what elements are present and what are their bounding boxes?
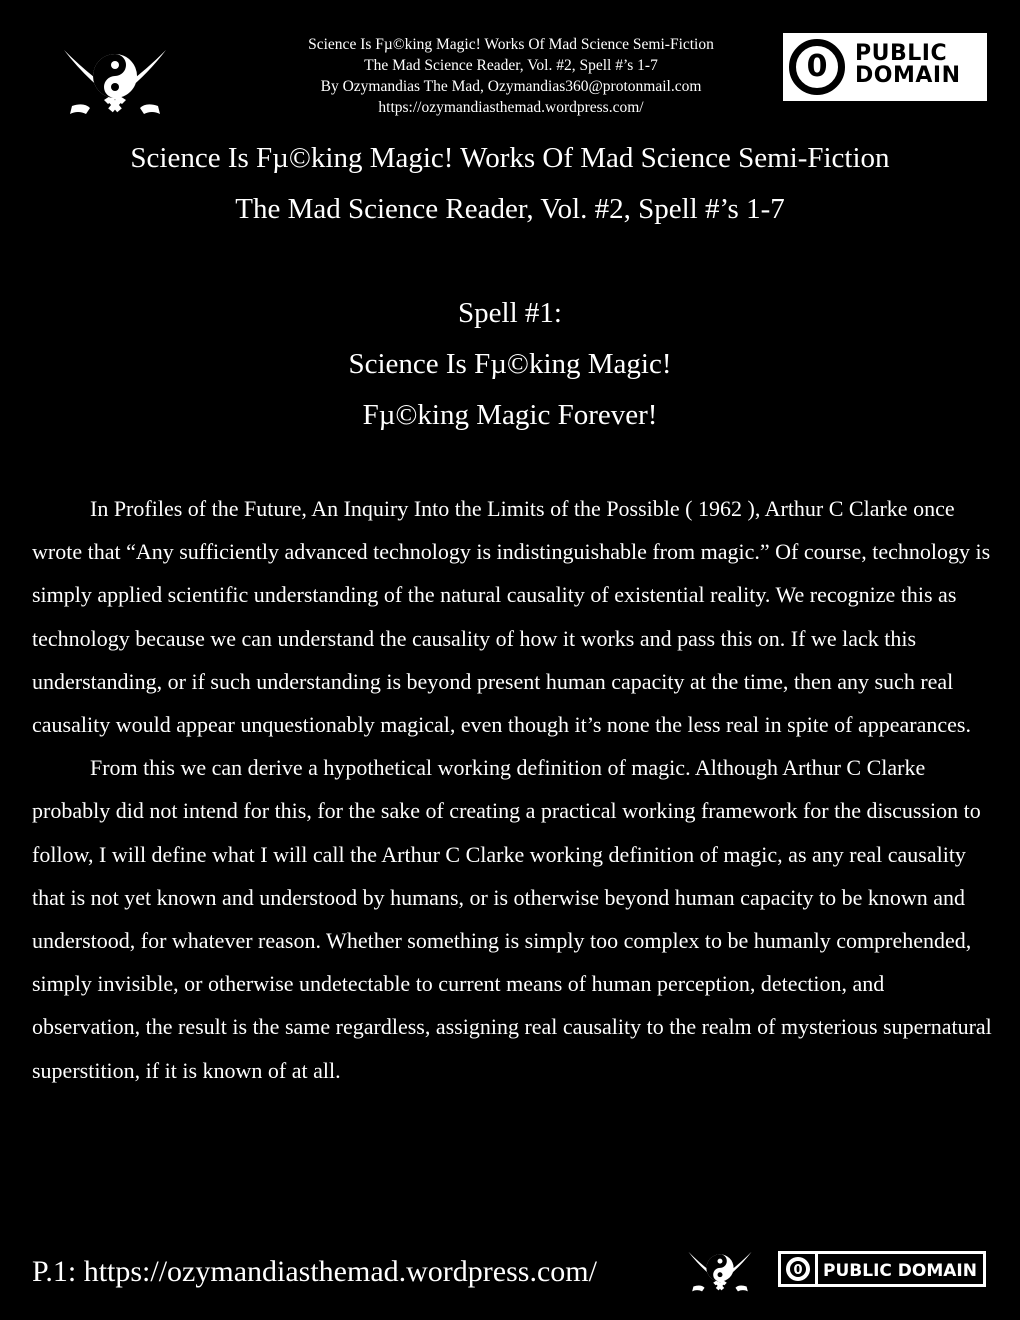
header-block: [230, 34, 792, 118]
public-domain-zero-icon: 0: [789, 39, 845, 95]
document-title: [0, 133, 1020, 235]
footer-public-domain-badge: [778, 1251, 986, 1287]
public-domain-badge: [783, 33, 987, 101]
footer-pirate-logo-icon: [686, 1248, 754, 1294]
spell-title: Science Is Fµ©king Magic!: [348, 348, 672, 380]
footer-page-url: P.1: https://ozymandiasthemad.wordpress.com/: [32, 1255, 597, 1288]
footer-badge-text: PUBLIC DOMAIN: [823, 1261, 977, 1281]
svg-text:0: 0: [793, 1263, 803, 1278]
spell-heading: [0, 288, 1020, 441]
pirate-yin-yang-logo-icon: [60, 44, 170, 118]
spell-subtitle: Fµ©king Magic Forever!: [362, 399, 658, 431]
header-author: By Ozymandias The Mad, Ozymandias360@protonmail.com: [320, 78, 702, 95]
paragraph-1: In Profiles of the Future, An Inquiry Into the Limits of the Possible ( 1962 ), Arthur C Clarke once wrote that “Any sufficiently advanced technology is indistinguishable from magic.” Of course, technology is simply applied scientific understanding of the natural causality of existential reality. We recognize this as technology because we can understand the causality of how it works and pass this on. If we lack this understanding, or if such understanding is beyond present human capacity at the time, then any such real causality would appear unquestionably magical, even though it’s none the less real in spite of appearances.: [32, 496, 991, 738]
title-line-2: The Mad Science Reader, Vol. #2, Spell #’s 1-7: [235, 193, 785, 225]
header-series-title: Science Is Fµ©king Magic! Works Of Mad Science Semi-Fiction: [308, 36, 714, 53]
header-volume: The Mad Science Reader, Vol. #2, Spell #’s 1-7: [364, 57, 658, 74]
title-line-1: Science Is Fµ©king Magic! Works Of Mad Science Semi-Fiction: [130, 142, 890, 174]
body-text: [32, 487, 992, 1092]
badge-word-domain: DOMAIN: [855, 63, 961, 88]
badge-word-public: PUBLIC: [855, 41, 948, 66]
header-url: https://ozymandiasthemad.wordpress.com/: [378, 99, 644, 116]
spell-number: Spell #1:: [458, 297, 562, 329]
paragraph-2: From this we can derive a hypothetical working definition of magic. Although Arthur C Clarke probably did not intend for this, for the sake of creating a practical working framework for the discussion to follow, I will define what I will call the Arthur C Clarke working definition of magic, as any real causality that is not yet known and understood by humans, or is otherwise beyond human capacity to be known and understood, for whatever reason. Whether something is simply too complex to be humanly comprehended, simply invisible, or otherwise undetectable to current means of human perception, detection, and observation, the result is the same regardless, assigning real causality to the realm of mysterious supernatural superstition, if it is known of at all.: [32, 755, 992, 1083]
